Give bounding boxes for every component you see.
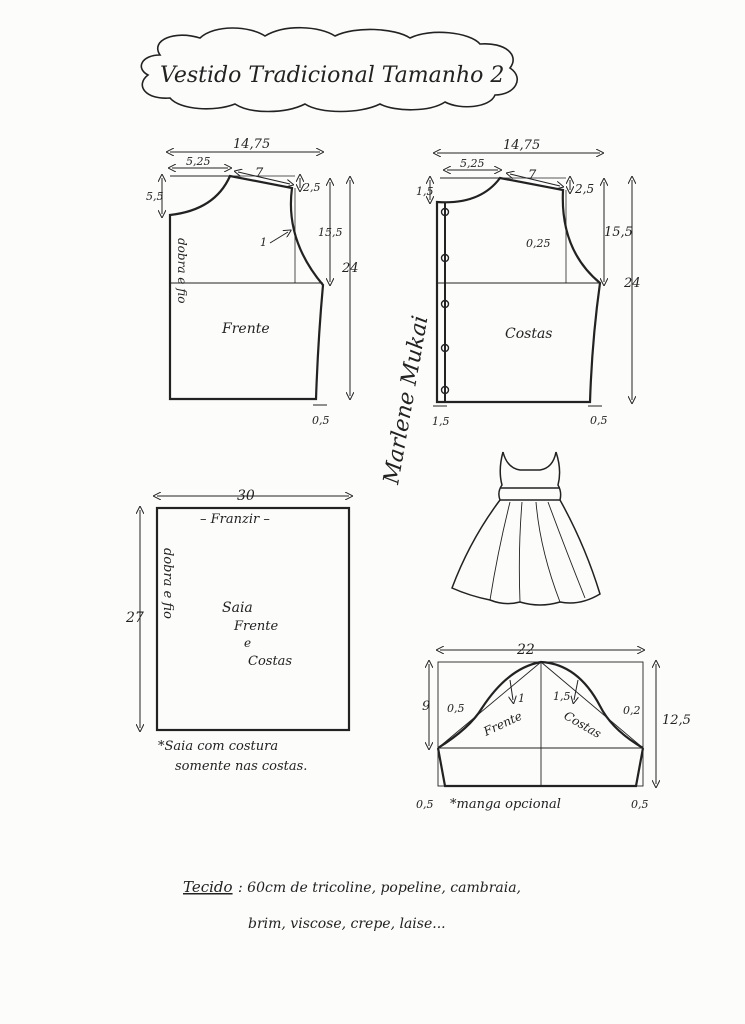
back-armhole-curve-label: 0,25: [526, 237, 551, 250]
front-shoulder-label: 7: [255, 166, 264, 181]
front-bodice: [162, 152, 350, 405]
dress-illustration: [452, 452, 600, 605]
front-armhole-depth-label: 15,5: [318, 226, 343, 239]
front-fold-label: dobra e fio: [175, 238, 189, 304]
back-bodice-outline: [437, 178, 600, 402]
sleeve-back-label: Costas: [561, 708, 604, 741]
skirt-fold-label: dobra e fio: [160, 548, 175, 619]
skirt-name-line2: Frente: [234, 619, 279, 634]
sleeve-total-height-label: 12,5: [662, 713, 691, 728]
sleeve-front-offset-label: 1: [518, 692, 525, 705]
back-neck-depth-label: 1,5: [416, 185, 434, 198]
page-title: Vestido Tradicional Tamanho 2: [160, 63, 505, 88]
front-armhole-curve-label: 1: [260, 236, 267, 249]
skirt-height-label: 27: [126, 610, 144, 626]
back-bodice-name: Costas: [505, 326, 553, 342]
sleeve-note: *manga opcional: [450, 797, 561, 812]
sleeve-cap-height-label: 9: [422, 699, 431, 714]
sleeve-cap-outline: [438, 662, 643, 748]
skirt-width-label: 30: [237, 488, 255, 504]
skirt-gather-label: – Franzir –: [200, 512, 270, 527]
skirt-note-line2: somente nas costas.: [175, 759, 308, 774]
fabric-label: Tecido: [183, 878, 233, 896]
fabric-line1: : 60cm de tricoline, popeline, cambraia,: [238, 880, 522, 896]
front-width-label: 14,75: [233, 137, 271, 152]
front-height-label: 24: [342, 261, 359, 276]
signature: Marlene Mukai: [379, 313, 434, 487]
sleeve-back-curve-label: 0,2: [623, 704, 641, 717]
back-placket-label: 1,5: [432, 415, 450, 428]
back-side-ease-label: 0,5: [590, 414, 608, 427]
sleeve-front-curve-label: 0,5: [447, 702, 465, 715]
back-neck-width-label: 5,25: [460, 157, 485, 170]
back-armhole-depth-label: 15,5: [604, 225, 633, 240]
sleeve-back-offset-label: 1,5: [553, 690, 571, 703]
front-side-ease-label: 0,5: [312, 414, 330, 427]
skirt-name-line3: e: [244, 636, 252, 650]
sleeve-hem-left-label: 0,5: [416, 798, 434, 811]
fabric-line2: brim, viscose, crepe, laise...: [248, 916, 446, 932]
front-shoulder-drop-label: 2,5: [303, 181, 321, 194]
front-neck-width-label: 5,25: [186, 155, 211, 168]
back-width-label: 14,75: [503, 138, 541, 153]
skirt-note-line1: *Saia com costura: [158, 739, 279, 754]
back-shoulder-label: 7: [528, 168, 537, 183]
front-bodice-name: Frente: [222, 321, 270, 337]
sleeve-front-label: Frente: [481, 708, 525, 739]
front-bodice-outline: [170, 176, 323, 399]
skirt-name-line1: Saia: [222, 600, 253, 616]
sleeve-piece: [429, 650, 656, 786]
back-height-label: 24: [624, 276, 641, 291]
front-neck-depth-label: 5,5: [146, 190, 164, 203]
sleeve-hem-right-label: 0,5: [631, 798, 649, 811]
back-shoulder-drop-label: 2,5: [575, 182, 595, 196]
back-bodice: [430, 153, 632, 406]
skirt-name-line4: Costas: [248, 654, 293, 669]
sleeve-width-label: 22: [517, 642, 535, 658]
